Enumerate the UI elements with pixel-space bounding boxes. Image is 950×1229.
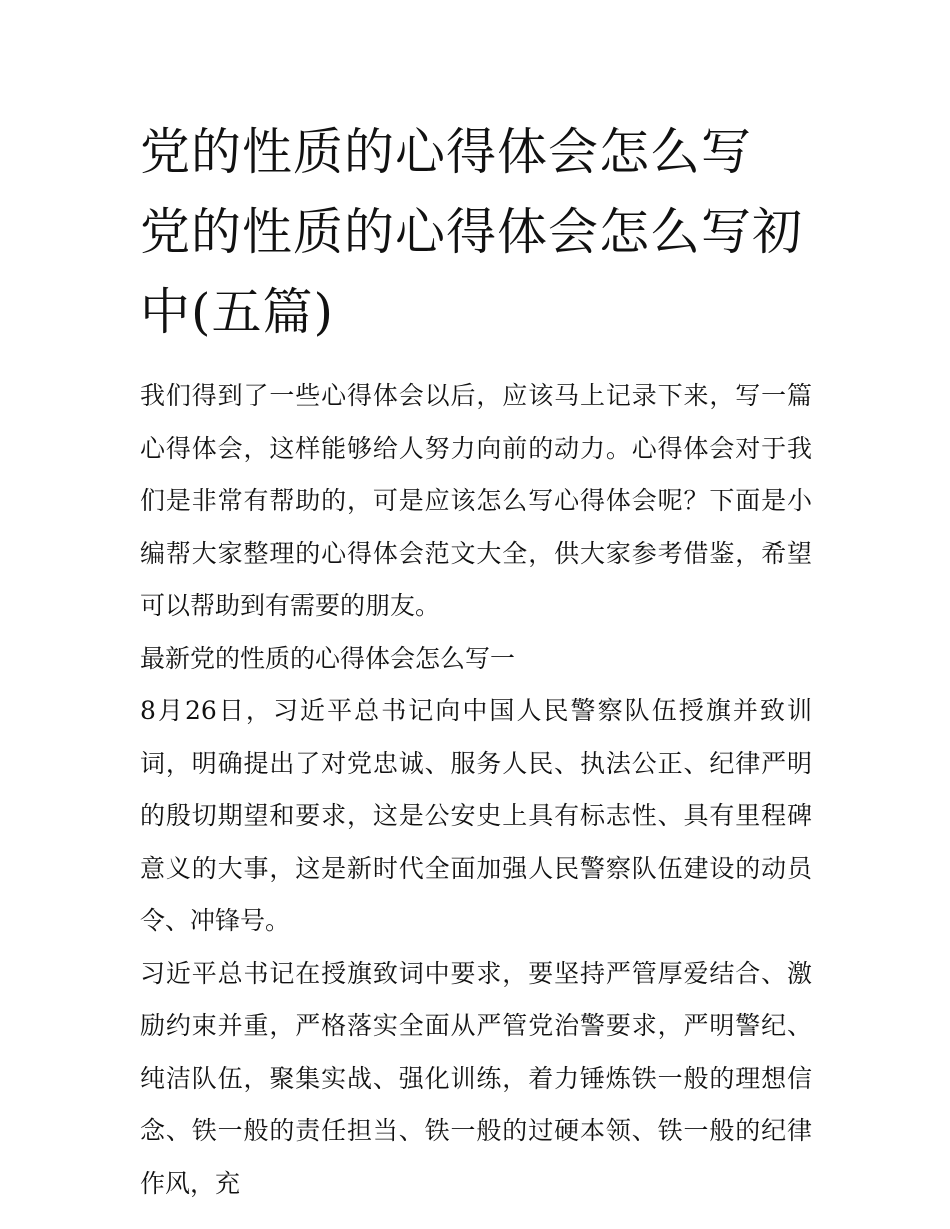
document-title: 党的性质的心得体会怎么写 党的性质的心得体会怎么写初中(五篇) <box>140 123 803 341</box>
document-page <box>140 112 812 1210</box>
intro-paragraph: 我们得到了一些心得体会以后，应该马上记录下来，写一篇心得体会，这样能够给人努力向前的动力。心得体会对于我们是非常有帮助的，可是应该怎么写心得体会呢？下面是小编帮大家整理的心得体会范文大全，供大家参考借鉴，希望可以帮助到有需要的朋友。 <box>140 381 812 620</box>
body-paragraph-1: 8月26日，习近平总书记向中国人民警察队伍授旗并致训词，明确提出了对党忠诚、服务人民、执法公正、纪律严明的殷切期望和要求，这是公安史上具有标志性、具有里程碑意义的大事，这是新时代全面加强人民警察队伍建设的动员令、冲锋号。 <box>140 696 812 935</box>
body-paragraph-2: 习近平总书记在授旗致词中要求，要坚持严管厚爱结合、激励约束并重，严格落实全面从严管党治警要求，严明警纪、纯洁队伍，聚集实战、强化训练，着力锤炼铁一般的理想信念、铁一般的责任担当、铁一般的过硬本领、铁一般的纪律作风，充 <box>140 958 812 1198</box>
title-block <box>140 112 812 352</box>
section-heading: 最新党的性质的心得体会怎么写一 <box>140 643 516 673</box>
